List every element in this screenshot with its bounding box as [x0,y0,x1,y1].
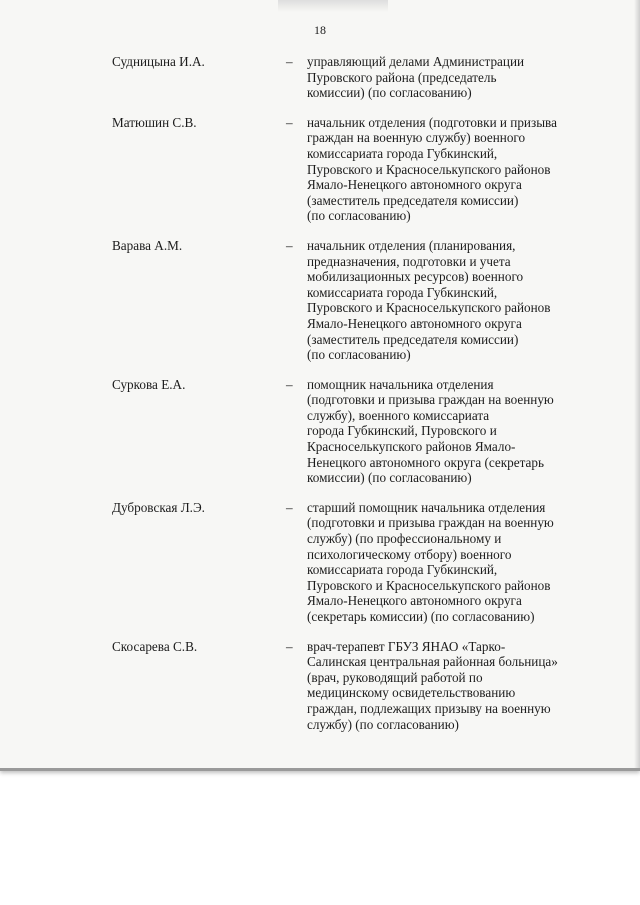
member-role: помощник начальника отделения (подготовки и призыва граждан на военную службу), военного комиссариата города Губкинский, Пуровского и Красноселькупского районов Ямало- Ненецкого автономного округа (секретарь комиссии) (по согласованию) [307,376,554,486]
member-name: Судницына И.А. [112,54,205,69]
member-entry [0,54,640,101]
member-entry [0,115,640,224]
separator-dash: – [286,114,293,130]
scan-smudge [278,0,388,12]
separator-dash: – [286,638,293,654]
member-entry [0,500,640,625]
separator-dash: – [286,376,293,392]
separator-dash: – [286,237,293,253]
member-role: начальник отделения (планирования, предназначения, подготовки и учета мобилизационных ресурсов) военного комиссариата города Губкинский, Пуровского и Красноселькупского районов Ямало-Ненецкого автономного округа (заместитель председателя комиссии) (по согласованию) [307,237,551,363]
member-name: Матюшин С.В. [112,114,197,130]
separator-dash: – [286,499,293,515]
member-role: начальник отделения (подготовки и призыва граждан на военную службу) военного комиссариата города Губкинский, Пуровского и Красноселькупского районов Ямало-Ненецкого автономного округа (заместитель председателя комиссии) (по согласованию) [307,114,557,224]
page-number: 18 [314,23,326,37]
member-role: управляющий делами Администрации Пуровского района (председатель комиссии) (по согласованию) [307,54,525,101]
member-entry [0,377,640,486]
separator-dash: – [286,54,293,69]
member-name: Скосарева С.В. [112,638,198,654]
member-name: Дубровская Л.Э. [112,499,205,515]
member-name: Суркова Е.А. [112,376,186,392]
member-name: Варава А.М. [112,237,183,253]
member-role: врач-терапевт ГБУЗ ЯНАО «Тарко- Салинская центральная районная больница» (врач, руководящий работой по медицинскому освидетельствованию граждан, подлежащих призыву на военную службу) (по согласованию) [307,638,558,732]
member-entry [0,238,640,363]
member-entry [0,639,640,733]
commission-member-list [0,54,640,746]
member-role: старший помощник начальника отделения (подготовки и призыва граждан на военную службу) (по профессиональному и психологическому отбору) военного комиссариата города Губкинский, Пуровского и Красноселькупского районов Ямало-Ненецкого автономного округа (секретарь комиссии) (по согласованию) [307,499,554,624]
